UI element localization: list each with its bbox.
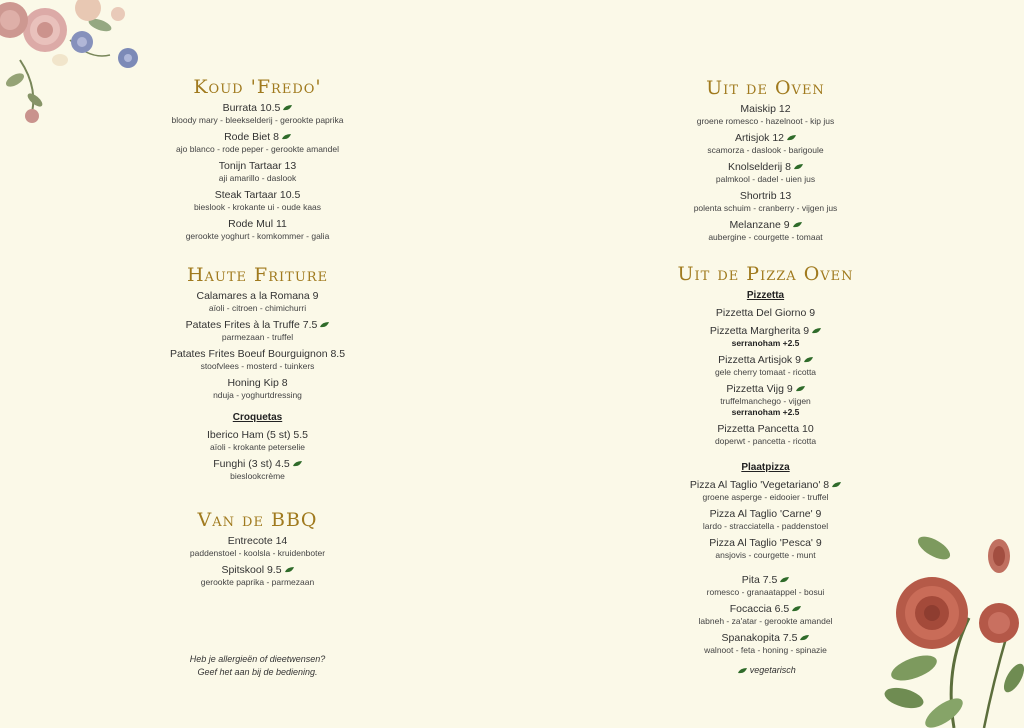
menu-item-name bbox=[598, 508, 933, 521]
menu-item bbox=[598, 383, 933, 418]
menu-item bbox=[90, 564, 425, 588]
menu-item-name bbox=[90, 189, 425, 202]
menu-item bbox=[90, 458, 425, 482]
menu-item-name bbox=[598, 161, 933, 174]
menu-item-description: lardo - stracciatella - paddenstoel bbox=[702, 521, 829, 531]
menu-item-name-text: Spitskool 9.5 bbox=[221, 564, 282, 576]
leaf-icon bbox=[812, 328, 821, 334]
subsection-title-croquetas: Croquetas bbox=[232, 412, 283, 423]
leaf-icon bbox=[796, 386, 805, 392]
leaf-icon bbox=[793, 222, 802, 228]
leaf-icon bbox=[282, 134, 291, 140]
menu-item-description: romesco - granaatappel - bosui bbox=[706, 587, 825, 597]
menu-item-name bbox=[90, 160, 425, 173]
menu-item bbox=[598, 354, 933, 378]
menu-item bbox=[598, 307, 933, 320]
section-title: Uit de Oven bbox=[706, 77, 825, 99]
menu-item-name-text: Patates Frites Boeuf Bourguignon 8.5 bbox=[169, 348, 346, 360]
menu-item bbox=[90, 131, 425, 155]
menu-item-description: ansjovis - courgette - munt bbox=[715, 550, 816, 560]
menu-item-description: bloody mary - bleekselderij - gerookte paprika bbox=[171, 115, 344, 125]
menu-item bbox=[598, 325, 933, 349]
menu-item bbox=[598, 479, 933, 503]
leaf-icon bbox=[787, 135, 796, 141]
leaf-icon bbox=[320, 322, 329, 328]
menu-item bbox=[598, 537, 933, 561]
menu-item-description: scamorza - daslook - barigoule bbox=[707, 145, 824, 155]
vegetarian-legend bbox=[598, 664, 933, 677]
menu-item-name bbox=[598, 632, 933, 645]
leaf-icon bbox=[792, 606, 801, 612]
menu-item bbox=[598, 132, 933, 156]
section-uit-de-oven bbox=[598, 77, 933, 248]
menu-item-name bbox=[90, 290, 425, 303]
menu-item bbox=[598, 574, 933, 598]
section-title: Van de BBQ bbox=[197, 509, 318, 531]
menu-item-name bbox=[598, 574, 933, 587]
menu-item-description: parmezaan - truffel bbox=[221, 332, 294, 342]
menu-item bbox=[90, 377, 425, 401]
menu-item-supplement: serranoham +2.5 bbox=[731, 338, 800, 348]
menu-item-name bbox=[90, 458, 425, 471]
menu-item-description: bieslookcrème bbox=[230, 471, 285, 481]
allergy-note-line2: Geef het aan bij de bediening. bbox=[197, 667, 318, 677]
subsection-title-plaatpizza: Plaatpizza bbox=[741, 462, 790, 473]
leaf-icon bbox=[283, 105, 292, 111]
menu-item-description: aubergine - courgette - tomaat bbox=[708, 232, 823, 242]
menu-item-name-text: Melanzane 9 bbox=[729, 219, 790, 231]
menu-item-name bbox=[598, 219, 933, 232]
section-haute-friture bbox=[90, 264, 425, 487]
menu-item-name bbox=[90, 319, 425, 332]
menu-item-name bbox=[90, 564, 425, 577]
menu-item bbox=[90, 290, 425, 314]
menu-item-name-text: Honing Kip 8 bbox=[227, 377, 288, 389]
menu-item bbox=[598, 423, 933, 447]
menu-item-description: paddenstoel - koolsla - kruidenboter bbox=[189, 548, 326, 558]
allergy-note-line1: Heb je allergieën of dieetwensen? bbox=[189, 654, 326, 664]
menu-item-name bbox=[90, 377, 425, 390]
menu-item-name-text: Pita 7.5 bbox=[741, 574, 778, 586]
menu-item-description: labneh - za'atar - gerookte amandel bbox=[698, 616, 833, 626]
subsection-title-pizzetta: Pizzetta bbox=[746, 290, 785, 301]
menu-item-description: walnoot - feta - honing - spinazie bbox=[704, 645, 827, 655]
menu-item-name-text: Artisjok 12 bbox=[734, 132, 785, 144]
menu-item bbox=[598, 508, 933, 532]
section-koud-fredo bbox=[90, 76, 425, 247]
menu-item bbox=[598, 190, 933, 214]
menu-item-description: groene asperge - eidooier - truffel bbox=[702, 492, 829, 502]
menu-item-name-text: Tonijn Tartaar 13 bbox=[218, 160, 297, 172]
menu-item-description: stoofvlees - mosterd - tuinkers bbox=[200, 361, 315, 371]
section-uit-de-pizza-oven bbox=[598, 263, 933, 661]
menu-item bbox=[90, 218, 425, 242]
menu-item-name-text: Rode Mul 11 bbox=[228, 218, 287, 230]
menu-item-name-text: Focaccia 6.5 bbox=[729, 603, 790, 615]
menu-item bbox=[598, 161, 933, 185]
menu-item-name-text: Maiskip 12 bbox=[740, 103, 791, 115]
menu-item-name-text: Pizzetta Artisjok 9 bbox=[718, 354, 801, 366]
menu-item-name-text: Funghi (3 st) 4.5 bbox=[213, 458, 290, 470]
menu-item-name-text: Calamares a la Romana 9 bbox=[196, 290, 319, 302]
menu-item bbox=[598, 632, 933, 656]
menu-item-name-text: Pizza Al Taglio 'Pesca' 9 bbox=[709, 537, 822, 549]
menu-item-description: truffelmanchego - vijgen bbox=[720, 396, 811, 406]
menu-item-description: groene romesco - hazelnoot - kip jus bbox=[696, 116, 835, 126]
section-title: Haute Friture bbox=[186, 264, 329, 286]
section-title: Uit de Pizza Oven bbox=[677, 263, 854, 285]
menu-item-name-text: Pizzetta Margherita 9 bbox=[709, 325, 810, 337]
menu-item-description: aji amarillo - daslook bbox=[218, 173, 297, 183]
menu-item-name bbox=[598, 103, 933, 116]
allergy-note bbox=[90, 653, 425, 679]
menu-item bbox=[90, 160, 425, 184]
vegetarian-legend-label: vegetarisch bbox=[749, 665, 796, 675]
menu-item-name bbox=[598, 354, 933, 367]
menu-item-description: nduja - yoghurtdressing bbox=[213, 390, 302, 400]
menu-item-name-text: Patates Frites à la Truffe 7.5 bbox=[185, 319, 318, 331]
menu-item-name-text: Rode Biet 8 bbox=[224, 131, 279, 143]
menu-item-description: bieslook - krokante ui - oude kaas bbox=[193, 202, 322, 212]
menu-item-description: gerookte yoghurt - komkommer - galia bbox=[185, 231, 330, 241]
menu-item-description: ajo blanco - rode peper - gerookte amandel bbox=[175, 144, 340, 154]
menu-item-name bbox=[598, 603, 933, 616]
menu-item-description: aïoli - krokante peterselie bbox=[210, 442, 305, 452]
menu-item-name bbox=[598, 537, 933, 550]
menu-item-name-text: Pizzetta Pancetta 10 bbox=[717, 423, 814, 435]
leaf-icon bbox=[293, 461, 302, 467]
menu-item-name bbox=[90, 131, 425, 144]
menu-item-name-text: Iberico Ham (5 st) 5.5 bbox=[207, 429, 308, 441]
menu-item bbox=[90, 189, 425, 213]
menu-item-description: gerookte paprika - parmezaan bbox=[200, 577, 315, 587]
menu-item-name bbox=[598, 423, 933, 436]
menu-item-name bbox=[90, 218, 425, 231]
menu-item bbox=[90, 348, 425, 372]
menu-item-name-text: Steak Tartaar 10.5 bbox=[214, 189, 301, 201]
leaf-icon bbox=[794, 164, 803, 170]
menu-item-name bbox=[90, 102, 425, 115]
leaf-icon bbox=[832, 482, 841, 488]
menu-item-name bbox=[598, 479, 933, 492]
leaf-icon bbox=[804, 357, 813, 363]
menu-item bbox=[90, 429, 425, 453]
menu-item-name-text: Pizza Al Taglio 'Carne' 9 bbox=[709, 508, 822, 520]
menu-item bbox=[90, 535, 425, 559]
leaf-icon bbox=[285, 567, 294, 573]
menu-item-name bbox=[598, 307, 933, 320]
menu-item-description: doperwt - pancetta - ricotta bbox=[714, 436, 817, 446]
menu-item-name-text: Pizzetta Del Giorno 9 bbox=[715, 307, 816, 319]
menu-item-description: palmkool - dadel - uien jus bbox=[715, 174, 816, 184]
menu-item-name-text: Pizzetta Vijg 9 bbox=[726, 383, 793, 395]
menu-item-name bbox=[90, 348, 425, 361]
menu-item-name bbox=[90, 429, 425, 442]
menu-item-name bbox=[90, 535, 425, 548]
menu-item-supplement: serranoham +2.5 bbox=[731, 407, 800, 417]
leaf-icon bbox=[738, 668, 747, 674]
menu-item-description: gele cherry tomaat - ricotta bbox=[714, 367, 817, 377]
menu-item bbox=[598, 103, 933, 127]
menu-item-description: aïoli - citroen - chimichurri bbox=[208, 303, 307, 313]
leaf-icon bbox=[800, 635, 809, 641]
menu-item-name-text: Spanakopita 7.5 bbox=[721, 632, 798, 644]
menu-item-name-text: Burrata 10.5 bbox=[222, 102, 281, 114]
menu-item bbox=[598, 603, 933, 627]
menu-item-name bbox=[598, 190, 933, 203]
section-title: Koud 'Fredo' bbox=[193, 76, 322, 98]
menu-item-name bbox=[598, 132, 933, 145]
menu-item-name-text: Pizza Al Taglio 'Vegetariano' 8 bbox=[689, 479, 830, 491]
section-van-de-bbq bbox=[90, 509, 425, 593]
menu-item-name bbox=[598, 325, 933, 338]
menu-item bbox=[90, 102, 425, 126]
menu-item-name bbox=[598, 383, 933, 396]
menu-item bbox=[90, 319, 425, 343]
menu-item-description: polenta schuim - cranberry - vijgen jus bbox=[693, 203, 838, 213]
leaf-icon bbox=[780, 577, 789, 583]
menu-item bbox=[598, 219, 933, 243]
menu-item-name-text: Shortrib 13 bbox=[739, 190, 792, 202]
menu-item-name-text: Knolselderij 8 bbox=[727, 161, 792, 173]
menu-item-name-text: Entrecote 14 bbox=[227, 535, 288, 547]
